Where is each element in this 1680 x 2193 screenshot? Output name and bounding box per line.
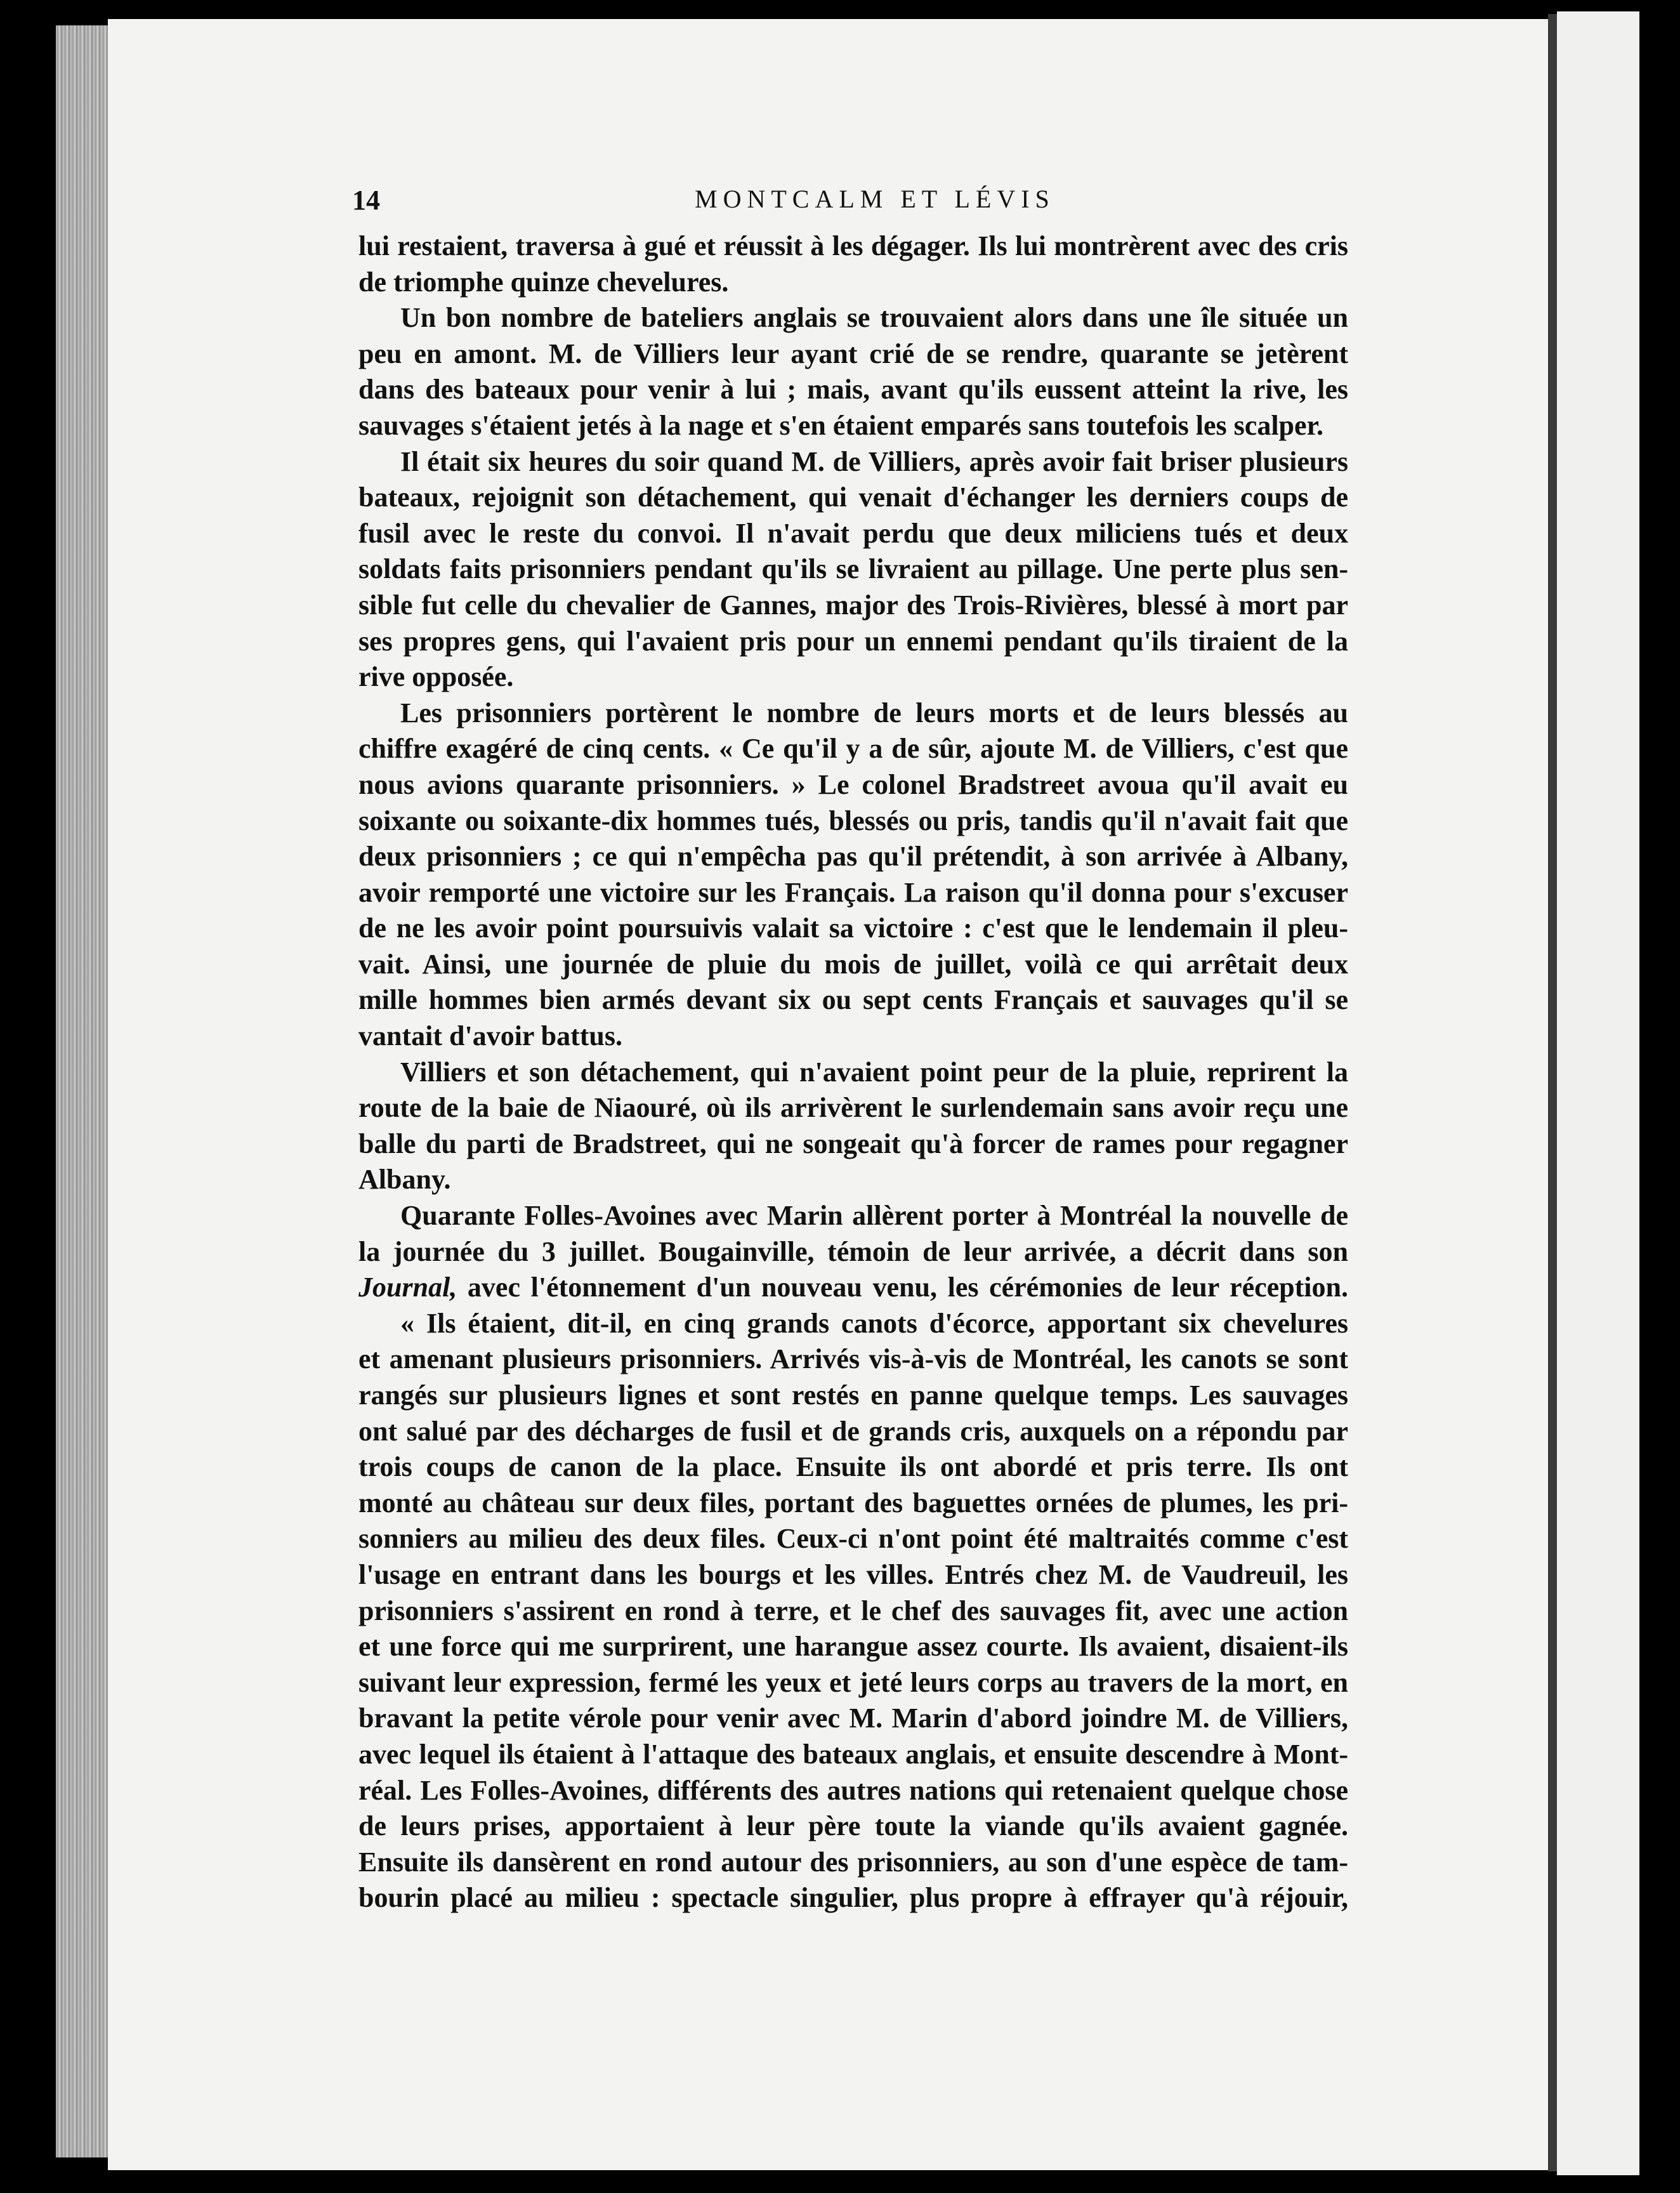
text-line: rive opposée. (358, 661, 514, 693)
text-line: nous avions quarante prisonniers. » Le colonel Bradstreet avoua qu'il avait eu (358, 768, 1348, 800)
body-text (358, 228, 1348, 1916)
text-line: Un bon nombre de bateliers anglais se trouvaient alors dans une île située un (400, 302, 1348, 334)
text-line: et une force qui me surprirent, une harangue assez courte. Ils avaient, disaient-ils (358, 1631, 1348, 1663)
text-line: lui restaient, traversa à gué et réussit à les dégager. Ils lui montrèrent avec des cris (358, 230, 1348, 261)
text-line: bateaux, rejoignit son détachement, qui venait d'échanger les derniers coups de (358, 482, 1348, 513)
italic-word: Journal, (358, 1272, 457, 1303)
text-line: prisonniers s'assirent en rond à terre, et le chef des sauvages fit, avec une action (358, 1595, 1348, 1626)
text-line: et amenant plusieurs prisonniers. Arrivés vis-à-vis de Montréal, les canots se sont (358, 1343, 1348, 1375)
page-number: 14 (352, 185, 380, 216)
book-page-edges (56, 25, 113, 2157)
text-line: suivant leur expression, fermé les yeux et jeté leurs corps au travers de la mort, en (358, 1666, 1348, 1698)
text-line: ses propres gens, qui l'avaient pris pour un ennemi pendant qu'ils tiraient de la (358, 625, 1348, 657)
text-line: route de la baie de Niaouré, où ils arrivèrent le surlendemain sans avoir reçu une (358, 1092, 1348, 1124)
text-line: l'usage en entrant dans les bourgs et les villes. Entrés chez M. de Vaudreuil, les (358, 1558, 1348, 1590)
text-line: mille hommes bien armés devant six ou sept cents Français et sauvages qu'il se (358, 984, 1348, 1016)
text-line: soixante ou soixante-dix hommes tués, blessés ou pris, tandis qu'il n'avait fait que (358, 805, 1348, 836)
text-line: sonniers au milieu des deux files. Ceux-ci n'ont point été maltraités comme c'est (358, 1523, 1348, 1555)
gutter-shadow (1548, 14, 1557, 2171)
line-text: avec l'étonnement d'un nouveau venu, les cérémonies de leur réception. (457, 1272, 1348, 1303)
text-line: Il était six heures du soir quand M. de Villiers, après avoir fait briser plusieurs (400, 445, 1348, 477)
text-line: sible fut celle du chevalier de Gannes, major des Trois-Rivières, blessé à mort par (358, 589, 1348, 621)
text-line: Les prisonniers portèrent le nombre de leurs morts et de leurs blessés au (400, 697, 1348, 728)
text-line: réal. Les Folles-Avoines, différents des autres nations qui retenaient quelque chose (358, 1774, 1348, 1806)
text-line: Albany. (358, 1164, 451, 1195)
text-line (358, 1270, 1348, 1306)
text-line: dans des bateaux pour venir à lui ; mais, avant qu'ils eussent atteint la rive, les (358, 374, 1348, 405)
text-line: monté au château sur deux files, portant des baguettes ornées de plumes, les pri- (358, 1487, 1348, 1518)
text-line: bravant la petite vérole pour venir avec M. Marin d'abord joindre M. de Villiers, (358, 1702, 1348, 1734)
text-line: soldats faits prisonniers pendant qu'ils se livraient au pillage. Une perte plus sen- (358, 553, 1348, 585)
text-line: ont salué par des décharges de fusil et de grands cris, auxquels on a répondu par (358, 1415, 1348, 1447)
text-line: vait. Ainsi, une journée de pluie du mois de juillet, voilà ce qui arrêtait deux (358, 948, 1348, 980)
text-line: de triomphe quinze chevelures. (358, 266, 729, 298)
text-line: de leurs prises, apportaient à leur père toute la viande qu'ils avaient gagnée. (358, 1810, 1348, 1842)
text-line: chiffre exagéré de cinq cents. « Ce qu'il y a de sûr, ajoute M. de Villiers, c'est que (358, 733, 1348, 765)
text-line: de ne les avoir point poursuivis valait sa victoire : c'est que le lendemain il pleu- (358, 912, 1348, 944)
page-header (352, 184, 1367, 222)
text-line: la journée du 3 juillet. Bougainville, témoin de leur arrivée, a décrit dans son (358, 1235, 1348, 1267)
text-line: peu en amont. M. de Villiers leur ayant crié de se rendre, quarante se jetèrent (358, 338, 1348, 369)
text-line: balle du parti de Bradstreet, qui ne songeait qu'à forcer de rames pour regagner (358, 1128, 1348, 1159)
text-line: deux prisonniers ; ce qui n'empêcha pas qu'il prétendit, à son arrivée à Albany, (358, 841, 1348, 873)
text-line: Quarante Folles-Avoines avec Marin allèrent porter à Montréal la nouvelle de (400, 1200, 1348, 1232)
text-line: trois coups de canon de la place. Ensuite ils ont abordé et pris terre. Ils ont (358, 1451, 1348, 1483)
text-line: rangés sur plusieurs lignes et sont restés en panne quelque temps. Les sauvages (358, 1380, 1348, 1411)
facing-page-edge (1557, 11, 1639, 2175)
text-line: bourin placé au milieu : spectacle singulier, plus propre à effrayer qu'à réjouir, (358, 1882, 1348, 1914)
running-title: MONTCALM ET LÉVIS (695, 185, 1055, 213)
text-line: sauvages s'étaient jetés à la nage et s'en étaient emparés sans toutefois les scalper. (358, 409, 1324, 441)
text-line: avoir remporté une victoire sur les Français. La raison qu'il donna pour s'excuser (358, 876, 1348, 908)
text-line: vantait d'avoir battus. (358, 1020, 623, 1052)
text-line: Ensuite ils dansèrent en rond autour des prisonniers, au son d'une espèce de tam- (358, 1846, 1348, 1878)
text-line: fusil avec le reste du convoi. Il n'avait perdu que deux miliciens tués et deux (358, 517, 1348, 549)
text-line: Villiers et son détachement, qui n'avaient point peur de la pluie, reprirent la (400, 1056, 1348, 1088)
text-line: avec lequel ils étaient à l'attaque des bateaux anglais, et ensuite descendre à Mont- (358, 1738, 1348, 1770)
text-line: « Ils étaient, dit-il, en cinq grands canots d'écorce, apportant six chevelures (400, 1307, 1348, 1339)
